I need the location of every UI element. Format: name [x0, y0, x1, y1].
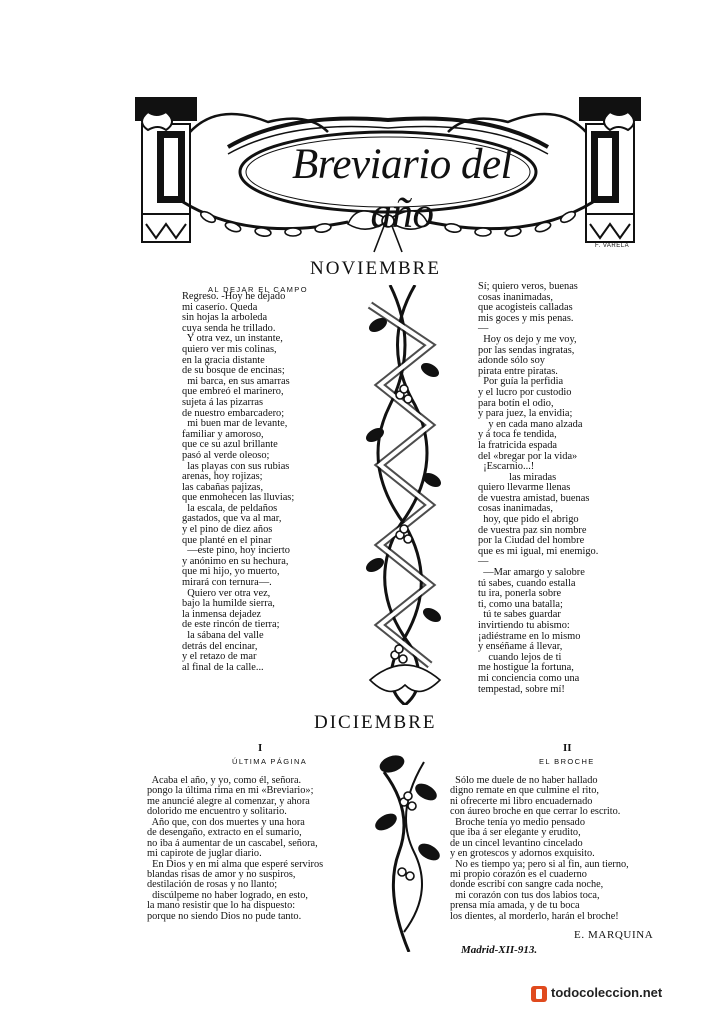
poem-line: las miradas	[478, 471, 557, 483]
poem-line: las cabañas pajizas,	[182, 481, 264, 493]
dateline: Madrid-XII-913.	[461, 944, 538, 956]
poem-line: familiar y amoroso,	[182, 428, 264, 440]
poem-line: y el retazo de mar	[182, 651, 257, 663]
poem-line: Por guía la perfidia	[478, 376, 564, 388]
poem-line: mi buen mar de levante,	[182, 418, 288, 430]
sonnet-line: que iba á ser elegante y erudito,	[450, 827, 581, 839]
poem-line: Hoy os dejo y me voy,	[478, 333, 577, 345]
poem-line: tempestad, sobre mí!	[478, 683, 565, 695]
poem-line: que ce su azul brillante	[182, 439, 278, 451]
sonnet-line: Año que, con dos muertes y una hora	[147, 816, 305, 828]
sonnet-line: de un cincel levantino cincelado	[450, 837, 583, 849]
poem-line: tú te sabes guardar	[478, 609, 561, 621]
poem-line: mi barca, en sus amarras	[182, 375, 290, 387]
poem-line: de vuestra paz sin nombre	[478, 524, 587, 536]
sonnet-line: dolorido me encuentro y solitario.	[147, 806, 287, 818]
poem-right-column	[478, 282, 598, 695]
sonnet-line: y en grotescos y adornos exquisito.	[450, 848, 595, 860]
poem-line: y á toca fe tendida,	[478, 429, 557, 441]
sonnet-line: blandas risas de amor y no suspiros,	[147, 868, 296, 880]
poem-line: cuya senda he trillado.	[182, 322, 276, 334]
poem-line: Sí; quiero veros, buenas	[478, 281, 578, 292]
poem-line: la fratricida espada	[478, 439, 558, 451]
poem-line: y enséñame á llevar,	[478, 641, 563, 653]
poem-line: pirata entre piratas.	[478, 365, 558, 377]
month-title-noviembre: NOVIEMBRE	[310, 258, 441, 279]
poem-line: —	[478, 323, 489, 335]
subtitle-ultima-pagina: ÚLTIMA PÁGINA	[232, 757, 308, 766]
poem-line: la escala, de peldaños	[182, 502, 278, 514]
poem-line: cuando lejos de ti	[478, 651, 562, 663]
poem-line: por las sendas ingratas,	[478, 344, 575, 356]
poem-line: me hostigue la fortuna,	[478, 662, 574, 674]
poem-line: sin hojas la arboleda	[182, 312, 268, 324]
poem-line: al final de la calle...	[182, 661, 264, 673]
artist-signature: F. VARELA	[595, 243, 630, 249]
sonnet-line: mi corazón con tus dos labios toca,	[450, 889, 600, 901]
watermark	[531, 985, 662, 1002]
sonnet-left	[147, 776, 323, 922]
page-title: Breviario del año	[292, 141, 512, 237]
poem-line: y el lucro por custodio	[478, 386, 572, 398]
watermark-text: todocoleccion.net	[551, 985, 663, 1000]
poem-line: Quiero ver otra vez,	[182, 587, 271, 599]
poem-line: por la Ciudad del hombre	[478, 535, 585, 547]
month-title-diciembre: DICIEMBRE	[314, 712, 437, 733]
poem-line: ¡adiéstrame en lo mismo	[478, 630, 581, 642]
sonnet-line: no iba á aumentar de un cascabel, señora,	[147, 837, 318, 849]
sonnet-line: mi capirote de juglar diario.	[147, 848, 262, 860]
poem-line: mi conciencia como una	[478, 672, 580, 684]
poem-line: las playas con sus rubias	[182, 460, 290, 472]
poem-line: que planté en el pinar	[182, 534, 272, 546]
poem-line: de vuestra amistad, buenas	[478, 492, 590, 504]
sonnet-line: me anuncié alegre al comenzar, y ahora	[147, 795, 310, 807]
sonnet-line: de desengaño, extracto en el sumario,	[147, 827, 302, 839]
poem-line: bajo la humilde sierra,	[182, 598, 275, 610]
poem-line: y el pino de diez años	[182, 524, 273, 536]
author-name: E. MARQUINA	[574, 929, 654, 941]
poem-line: quiero llevarme llenas	[478, 482, 571, 494]
sonnet-line: No es tiempo ya; pero si al fin, aun tierno,	[450, 858, 629, 870]
poem-line: detrás del encinar,	[182, 640, 258, 652]
vine-ornament	[360, 285, 450, 705]
poem-line: pasó al verde oleoso;	[182, 449, 270, 461]
poem-line: y anónimo en su hechura,	[182, 555, 289, 567]
poem-left-column	[182, 292, 294, 673]
sonnet-line: porque no siendo Dios no pude tanto.	[147, 910, 302, 922]
poem-line: arenas, hoy rojizas;	[182, 471, 263, 483]
sonnet-line: pongo la última rima en mi «Breviario»;	[147, 785, 314, 797]
sonnet-line: Sólo me duele de no haber hallado	[450, 775, 598, 786]
poem-line: la inmensa dejadez	[182, 608, 262, 620]
poem-line: Regreso. -Hoy he dejado	[182, 291, 286, 302]
poem-line: mis goces y mis penas.	[478, 312, 574, 324]
sonnet-line: ni ofrecerte mi libro encuadernado	[450, 795, 593, 807]
poem-line: en la gracia distante	[182, 354, 265, 366]
poem-line: quiero ver mis colinas,	[182, 343, 277, 355]
poem-line: Y otra vez, un instante,	[182, 333, 283, 345]
watermark-logo-icon	[531, 986, 547, 1002]
poem-line: —este pino, hoy incierto	[182, 545, 290, 557]
poem-line: gastados, que va al mar,	[182, 513, 282, 525]
poem-line: y en cada mano alzada	[478, 418, 583, 430]
poem-line: que es mi igual, mi enemigo.	[478, 545, 599, 557]
poem-line: que mi hijo, yo muerto,	[182, 566, 280, 578]
sonnet-line: destilación de rosas y no llanto;	[147, 879, 278, 891]
poem-line: —	[478, 556, 489, 568]
sonnet-line: donde escribí con sangre cada noche,	[450, 879, 604, 891]
poem-line: que acogisteis calladas	[478, 302, 573, 314]
poem-line: tú sabes, cuando estalla	[478, 577, 576, 589]
poem-line: cosas inanimadas,	[478, 291, 554, 303]
poem-line: del «bregar por la vida»	[478, 450, 578, 462]
sonnet-right	[450, 776, 629, 922]
poem-line: cosas inanimadas,	[478, 503, 554, 515]
poem-line: mirará con ternura—.	[182, 577, 272, 589]
poem-line: y para juez, la envidia;	[478, 408, 573, 420]
poem-line: para botín el odio,	[478, 397, 554, 409]
sonnet-line: discúlpeme no haber logrado, en esto,	[147, 889, 308, 901]
section-numeral-i: I	[258, 742, 263, 754]
subtitle-el-broche: EL BROCHE	[539, 757, 595, 766]
poem-line: la sábana del valle	[182, 630, 264, 641]
poem-line: hoy, que pido el abrigo	[478, 514, 579, 526]
poem-line: que embreó el marinero,	[182, 386, 284, 398]
poem-line: tu ira, ponerla sobre	[478, 588, 562, 600]
sonnet-line: Broche tenía yo medio pensado	[450, 816, 585, 828]
poem-line: de su bosque de encinas;	[182, 365, 285, 377]
poem-line: sujeta á las pizarras	[182, 396, 264, 408]
poem-line: —Mar amargo y salobre	[478, 567, 585, 579]
sonnet-line: En Dios y en mi alma que esperé serviros	[147, 858, 324, 870]
poem-line: invirtiendo tu abismo:	[478, 620, 570, 631]
poem-line: adonde sólo soy	[478, 355, 545, 367]
poem-line: de este rincón de tierra;	[182, 619, 280, 631]
subtitle-al-dejar-el-campo: AL DEJAR EL CAMPO	[208, 285, 308, 294]
sonnet-line: los dientes, al morderlo, harán el broche!	[450, 910, 619, 922]
poem-line: ti, como una batalla;	[478, 598, 563, 610]
sonnet-line: prensa mía amada, y de tu boca	[450, 900, 580, 912]
poem-line: mi caserío. Queda	[182, 301, 258, 313]
sonnet-line: con áureo broche en que cerrar lo escrito.	[450, 806, 621, 818]
small-vine-ornament	[374, 752, 444, 952]
sonnet-line: Acaba el año, y yo, como él, señora.	[147, 775, 302, 786]
poem-line: de nuestro embarcadero;	[182, 407, 285, 419]
sonnet-line: mi propio corazón es el cuaderno	[450, 868, 587, 880]
sonnet-line: digno remate en que culmine el rito,	[450, 785, 599, 797]
sonnet-line: la mano resistir que lo ha dispuesto:	[147, 900, 296, 912]
poem-line: que enmohecen las lluvias;	[182, 492, 295, 504]
poem-line: ¡Escarnio...!	[478, 461, 535, 473]
section-numeral-ii: II	[563, 742, 572, 754]
